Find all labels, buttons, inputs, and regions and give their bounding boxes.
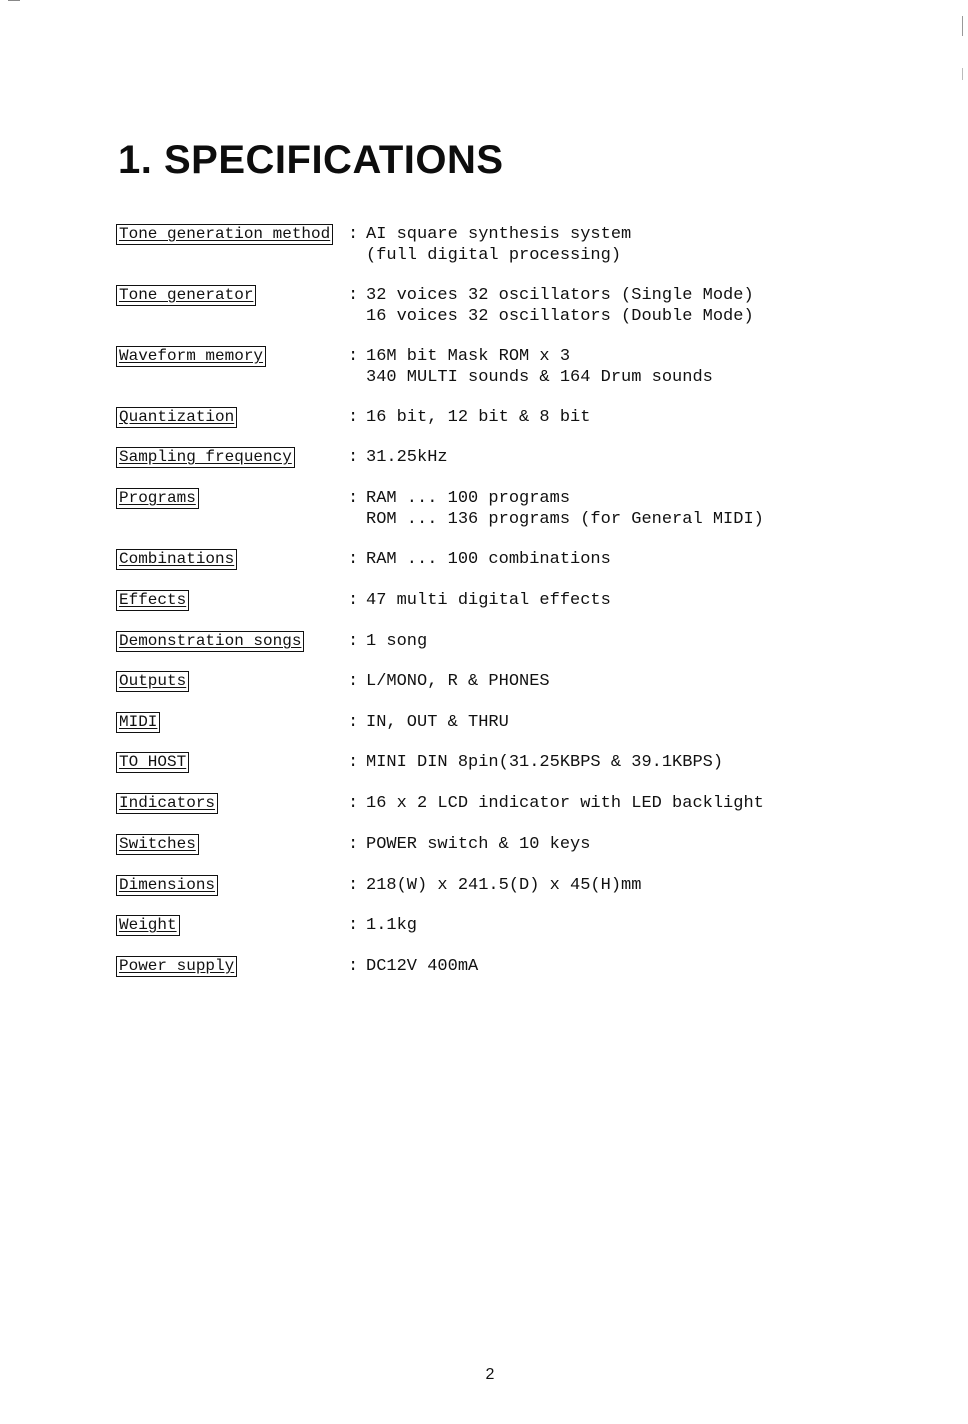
spec-label: Sampling frequency (116, 447, 295, 468)
spec-label: Power supply (116, 956, 237, 977)
spec-value: 1.1kg (366, 916, 418, 935)
spec-value: 16 bit, 12 bit & 8 bit (366, 408, 591, 427)
spec-value: 32 voices 32 oscillators (Single Mode) 16 voices 32 oscillators (Double Mode) (366, 286, 754, 326)
spec-label: Combinations (116, 549, 237, 570)
spec-separator: : (348, 835, 359, 854)
spec-separator: : (348, 876, 359, 895)
scan-edge-mark (962, 16, 963, 36)
spec-label: Tone generator (116, 285, 256, 306)
spec-label: Quantization (116, 407, 237, 428)
spec-separator: : (348, 916, 359, 935)
spec-value: 47 multi digital effects (366, 591, 611, 610)
spec-separator: : (348, 794, 359, 813)
spec-label: Effects (116, 590, 189, 611)
spec-value: 16 x 2 LCD indicator with LED backlight (366, 794, 764, 813)
spec-separator: : (348, 286, 359, 305)
spec-label: Tone generation method (116, 224, 333, 245)
spec-label: Switches (116, 834, 199, 855)
spec-value: MINI DIN 8pin(31.25KBPS & 39.1KBPS) (366, 753, 724, 772)
spec-separator: : (348, 591, 359, 610)
scan-edge-mark (962, 68, 963, 80)
spec-separator: : (348, 489, 359, 508)
spec-separator: : (348, 550, 359, 569)
spec-value: 1 song (366, 632, 428, 651)
spec-separator: : (348, 448, 359, 467)
scan-mark (8, 0, 20, 1)
spec-label: TO HOST (116, 752, 189, 773)
spec-label: Demonstration songs (116, 631, 304, 652)
spec-label: Indicators (116, 793, 218, 814)
spec-value: IN, OUT & THRU (366, 713, 509, 732)
spec-value: AI square synthesis system (full digital processing) (366, 225, 632, 265)
spec-label: Dimensions (116, 875, 218, 896)
spec-separator: : (348, 632, 359, 651)
spec-separator: : (348, 347, 359, 366)
spec-value: RAM ... 100 combinations (366, 550, 611, 569)
page-title: 1. SPECIFICATIONS (118, 138, 504, 182)
spec-label: Outputs (116, 671, 189, 692)
spec-separator: : (348, 225, 359, 244)
spec-separator: : (348, 713, 359, 732)
spec-label: Programs (116, 488, 199, 509)
spec-value: L/MONO, R & PHONES (366, 672, 550, 691)
spec-separator: : (348, 672, 359, 691)
spec-value: RAM ... 100 programs ROM ... 136 programs (for General MIDI) (366, 489, 764, 529)
page-number: 2 (485, 1366, 495, 1383)
spec-separator: : (348, 957, 359, 976)
spec-value: POWER switch & 10 keys (366, 835, 591, 854)
spec-label: MIDI (116, 712, 160, 733)
spec-value: 218(W) x 241.5(D) x 45(H)mm (366, 876, 642, 895)
spec-label: Weight (116, 915, 180, 936)
spec-label: Waveform memory (116, 346, 266, 367)
spec-value: 31.25kHz (366, 448, 448, 467)
spec-value: 16M bit Mask ROM x 3 340 MULTI sounds & 164 Drum sounds (366, 347, 713, 387)
spec-separator: : (348, 408, 359, 427)
spec-value: DC12V 400mA (366, 957, 479, 976)
spec-separator: : (348, 753, 359, 772)
